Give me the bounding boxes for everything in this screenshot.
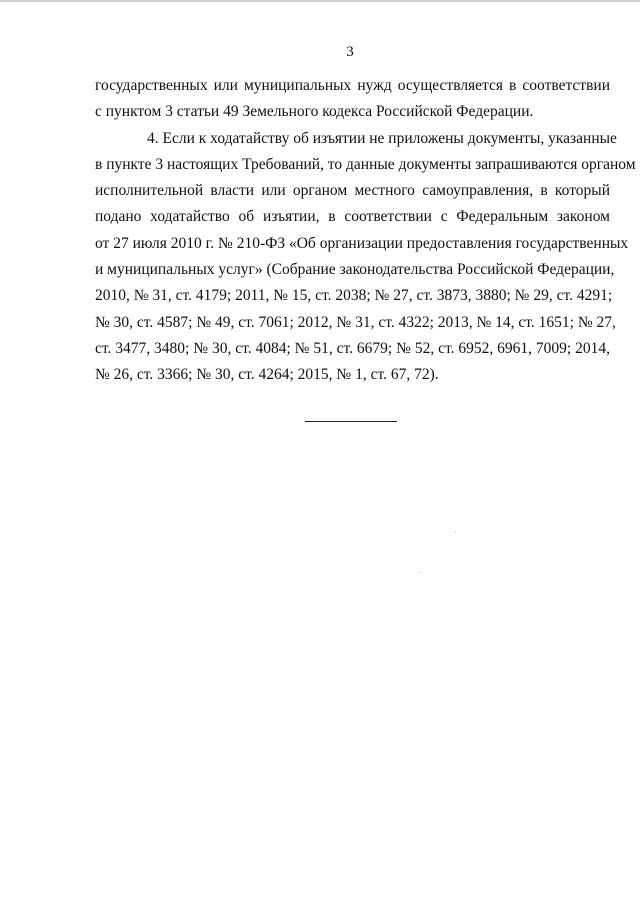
page-number: 3 — [346, 44, 354, 60]
text-line: № 30, ст. 4587; № 49, ст. 7061; 2012, № 31, ст. 4322; 2013, № 14, ст. 1651; № 27, — [95, 313, 616, 331]
scan-speck — [455, 531, 456, 532]
text-line: с пунктом 3 статьи 49 Земельного кодекса Российской Федерации. — [95, 103, 534, 121]
text-line: в пункте 3 настоящих Требований, то данные документы запрашиваются органом — [95, 155, 636, 173]
text-line: от 27 июля 2010 г. № 210-ФЗ «Об организации предоставления государственных — [95, 234, 629, 252]
paragraph-4-first-line: 4. Если к ходатайству об изъятии не приложены документы, указанные — [147, 129, 617, 147]
end-separator-line — [305, 421, 397, 422]
text-line: и муниципальных услуг» (Собрание законодательства Российской Федерации, — [95, 261, 615, 279]
text-line: государственных или муниципальных нужд осуществляется в соответствии — [95, 77, 610, 94]
text-line: исполнительной власти или органом местного самоуправления, в который — [95, 182, 610, 200]
text-line: № 26, ст. 3366; № 30, ст. 4264; 2015, № 1, ст. 67, 72). — [95, 366, 439, 384]
text-line: 2010, № 31, ст. 4179; 2011, № 15, ст. 2038; № 27, ст. 3873, 3880; № 29, ст. 4291; — [95, 287, 613, 305]
document-body — [95, 73, 636, 389]
scan-speck — [420, 572, 421, 573]
text-line: подано ходатайство об изъятии, в соответствии с Федеральным законом — [95, 208, 610, 226]
page-top-edge — [0, 0, 640, 2]
text-line: ст. 3477, 3480; № 30, ст. 4084; № 51, ст. 6679; № 52, ст. 6952, 6961, 7009; 2014, — [95, 339, 610, 357]
